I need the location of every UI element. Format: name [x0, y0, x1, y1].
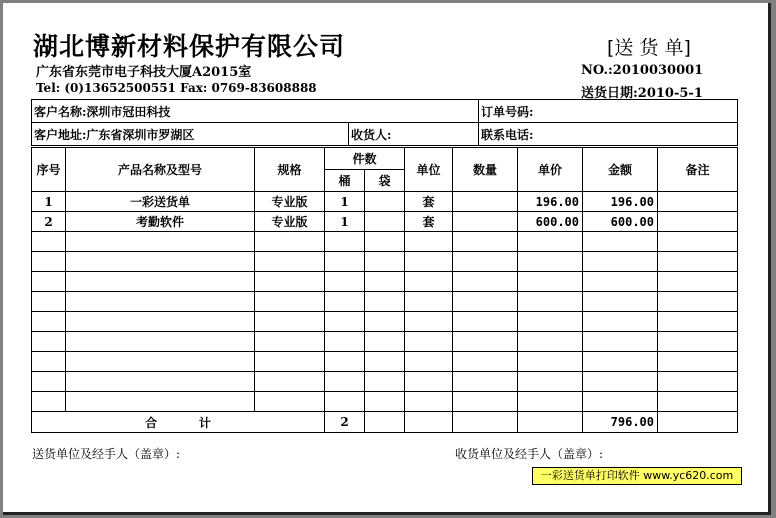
header-pieces: 件数: [325, 148, 405, 170]
header-product: 产品名称及型号: [66, 148, 255, 192]
row-unit: 套: [405, 212, 453, 232]
table-row: [32, 192, 738, 212]
row-qty: [453, 192, 518, 212]
empty-row: [32, 292, 738, 312]
items-table: [31, 147, 738, 433]
company-name: 湖北博新材料保护有限公司: [33, 32, 346, 61]
row-barrel: 1: [325, 192, 365, 212]
total-row: [32, 412, 738, 433]
customer-name-cell: 客户名称:深圳市冠田科技: [32, 100, 479, 123]
header-price: 单价: [518, 148, 583, 192]
total-label: 合 计: [32, 412, 325, 433]
empty-row: [32, 352, 738, 372]
document-title: [送 货 单]: [607, 37, 691, 59]
header-seq: 序号: [32, 148, 66, 192]
total-amount: 796.00: [583, 412, 658, 433]
row-seq: 1: [32, 192, 66, 212]
row-bag: [365, 192, 405, 212]
table-row: [32, 212, 738, 232]
header-barrel: 桶: [325, 170, 365, 192]
receiver-cell: 收货人:: [349, 123, 479, 146]
company-tel-fax: Tel: (0)13652500551 Fax: 0769-83608888: [36, 81, 317, 95]
row-remark: [658, 192, 738, 212]
header-qty: 数量: [453, 148, 518, 192]
total-barrel: 2: [325, 412, 365, 433]
empty-row: [32, 392, 738, 412]
empty-row: [32, 272, 738, 292]
row-product: 一彩送货单: [66, 192, 255, 212]
header-unit: 单位: [405, 148, 453, 192]
row-amount: 196.00: [583, 192, 658, 212]
sender-signature-label: 送货单位及经手人（盖章）:: [32, 447, 181, 461]
header-bag: 袋: [365, 170, 405, 192]
receiver-signature-label: 收货单位及经手人（盖章）:: [455, 447, 604, 461]
customer-address-cell: 客户地址:广东省深圳市罗湖区: [32, 123, 349, 146]
order-number-cell: 订单号码:: [479, 100, 738, 123]
empty-row: [32, 312, 738, 332]
row-bag: [365, 212, 405, 232]
software-banner-link[interactable]: 一彩送货单打印软件 www.yc620.com: [532, 467, 742, 485]
document-number: NO.:2010030001: [581, 63, 704, 78]
customer-info-table: [31, 99, 738, 146]
empty-row: [32, 252, 738, 272]
empty-row: [32, 232, 738, 252]
empty-row: [32, 332, 738, 352]
row-seq: 2: [32, 212, 66, 232]
company-address: 广东省东莞市电子科技大厦A2015室: [36, 65, 252, 80]
row-amount: 600.00: [583, 212, 658, 232]
row-price: 196.00: [518, 192, 583, 212]
row-remark: [658, 212, 738, 232]
header-spec: 规格: [255, 148, 325, 192]
row-barrel: 1: [325, 212, 365, 232]
header-remark: 备注: [658, 148, 738, 192]
row-spec: 专业版: [255, 212, 325, 232]
header-amount: 金额: [583, 148, 658, 192]
row-product: 考勤软件: [66, 212, 255, 232]
contact-phone-cell: 联系电话:: [479, 123, 738, 146]
row-spec: 专业版: [255, 192, 325, 212]
row-price: 600.00: [518, 212, 583, 232]
row-qty: [453, 212, 518, 232]
empty-row: [32, 372, 738, 392]
row-unit: 套: [405, 192, 453, 212]
delivery-date: 送货日期:2010-5-1: [581, 86, 703, 101]
